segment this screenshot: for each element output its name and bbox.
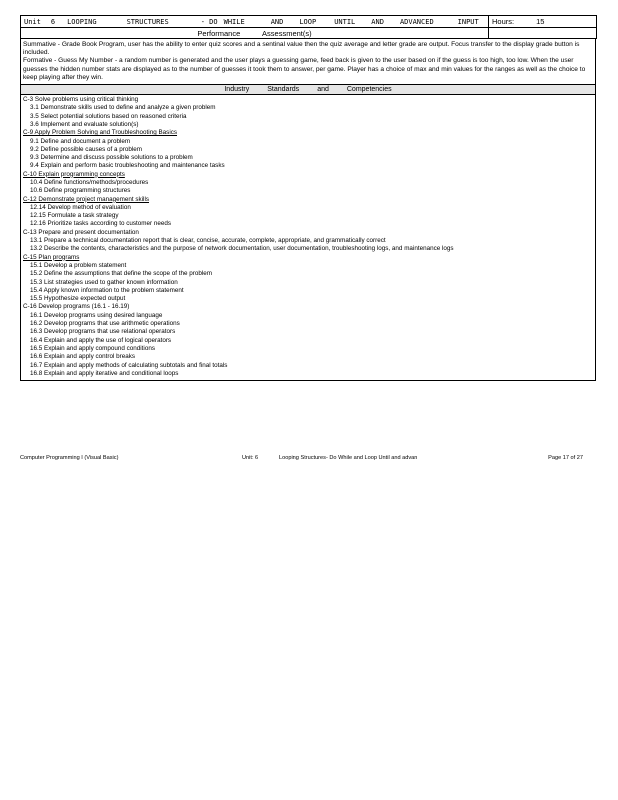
competency-title: C-12 Demonstrate project management skills [23,195,149,203]
competency-item: 9.4 Explain and perform basic troubleshooting and maintenance tasks [30,162,225,170]
assessment-description [20,39,596,85]
competency-title: C-15 Plan programs [23,253,80,261]
competency-item: 9.2 Define possible causes of a problem [30,145,143,153]
isc-header-word: Industry [224,86,250,94]
isc-header-word: Competencies [346,86,392,94]
footer-unit: Unit: 6 [242,455,259,461]
competency-item: 13.1 Prepare a technical documentation report that is clear, concise, accurate, complete, appropriate, and grammatically correct [30,237,386,245]
unit-title-cell [21,16,489,28]
unit-title-word: INPUT [457,18,479,26]
competency-item: 12.15 Formulate a task strategy [30,212,119,220]
unit-title-word: AND [371,18,384,26]
isc-header-word: Standards [267,86,300,94]
competency-item: 10.4 Define functions/methods/procedures [30,178,149,186]
unit-title-word: WHILE [223,18,245,26]
lesson-plan-page [20,15,596,381]
unit-title-word: LOOP [299,18,317,26]
competency-title: C-9 Apply Problem Solving and Troubleshooting Basics [23,129,178,137]
competency-item: 10.6 Define programming structures [30,187,131,195]
industry-standards-header [20,85,596,95]
competency-item: 12.14 Develop method of evaluation [30,203,131,211]
competency-list [20,95,596,381]
competency-item: 15.5 Hypothesize expected output [30,295,126,303]
isc-header-word: and [317,86,329,94]
competency-item: 15.3 List strategies used to gather known information [30,278,178,286]
competency-item: 16.8 Explain and apply iterative and conditional loops [30,369,179,377]
competency-item: 9.1 Define and document a problem [30,137,131,145]
unit-title-word: STRUCTURES [126,18,169,26]
competency-item: 15.1 Develop a problem statement [30,261,127,269]
competency-item: 15.4 Apply known information to the problem statement [30,286,184,294]
competency-item: 16.2 Develop programs that use arithmetic operations [30,320,180,328]
unit-title-word: UNTIL [334,18,356,26]
competency-title: C-10 Explain programming concepts [23,170,125,178]
unit-title-word: ADVANCED [399,18,434,26]
competency-item: 13.2 Describe the contents, characteristics and the purpose of network documentation, user documentation, troubleshooting logs, and maintenance logs [30,245,454,253]
competency-item: 3.6 Implement and evaluate solution(s) [30,120,139,128]
competency-title: C-13 Prepare and present documentation [23,228,139,236]
footer-unit-title: Looping Structures- Do While and Loop Until and advan [279,455,418,461]
unit-title-word: Unit [24,18,41,26]
hours-blank-cell [489,28,597,39]
performance-label: Performance [197,28,241,38]
competency-item: 16.6 Explain and apply control breaks [30,353,136,361]
formative-text: Formative - Guess My Number - a random number is generated and the user plays a guessing game, feed back is given to the user based on if the guess is too high, too low. When the user guesses the hidden number stats are displayed as to the number of guesses it took them to answer, per game. Player has a choice of max and min values for the ranges as well as the choice to keep playing after they win. [23,57,586,81]
unit-title-word: LOOPING [67,18,97,26]
competency-item: 3.5 Select potential solutions based on reasoned criteria [30,112,187,120]
hours-value: 15 [536,17,545,26]
competency-item: 16.7 Explain and apply methods of calculating subtotals and final totals [30,361,228,369]
assessment-label: Assessment(s) [262,28,312,38]
competency-title: C-16 Develop programs (16.1 - 16.19) [23,303,130,311]
competency-item: 16.3 Develop programs that use relational operators [30,328,176,336]
competency-item: 15.2 Define the assumptions that define the scope of the problem [30,270,213,278]
unit-title-word: - DO [200,18,218,26]
hours-cell [489,16,597,28]
competency-item: 16.5 Explain and apply compound conditions [30,344,155,352]
unit-title-word: 6 [50,18,56,26]
footer-page-number: Page 17 of 27 [548,455,583,461]
competency-item: 3.1 Demonstrate skills used to define and analyze a given problem [30,104,216,112]
competency-item: 9.3 Determine and discuss possible solutions to a problem [30,154,193,162]
footer-course: Computer Programming I (Visual Basic) [20,455,119,461]
performance-assessment-subheader [21,28,489,39]
competency-item: 16.4 Explain and apply the use of logical operators [30,336,172,344]
unit-header-table [20,15,597,39]
competency-item: 16.1 Develop programs using desired language [30,311,163,319]
summative-text: Summative - Grade Book Program, user has the ability to enter quiz scores and a sentinal value then the quiz average and letter grade are output. Focus transfer to the display grade button is included. [23,41,580,57]
competency-item: 12.16 Prioritize tasks according to customer needs [30,220,172,228]
competency-title: C-3 Solve problems using critical thinking [23,96,139,104]
hours-label: Hours: [492,17,515,26]
unit-title-word: AND [270,18,284,26]
